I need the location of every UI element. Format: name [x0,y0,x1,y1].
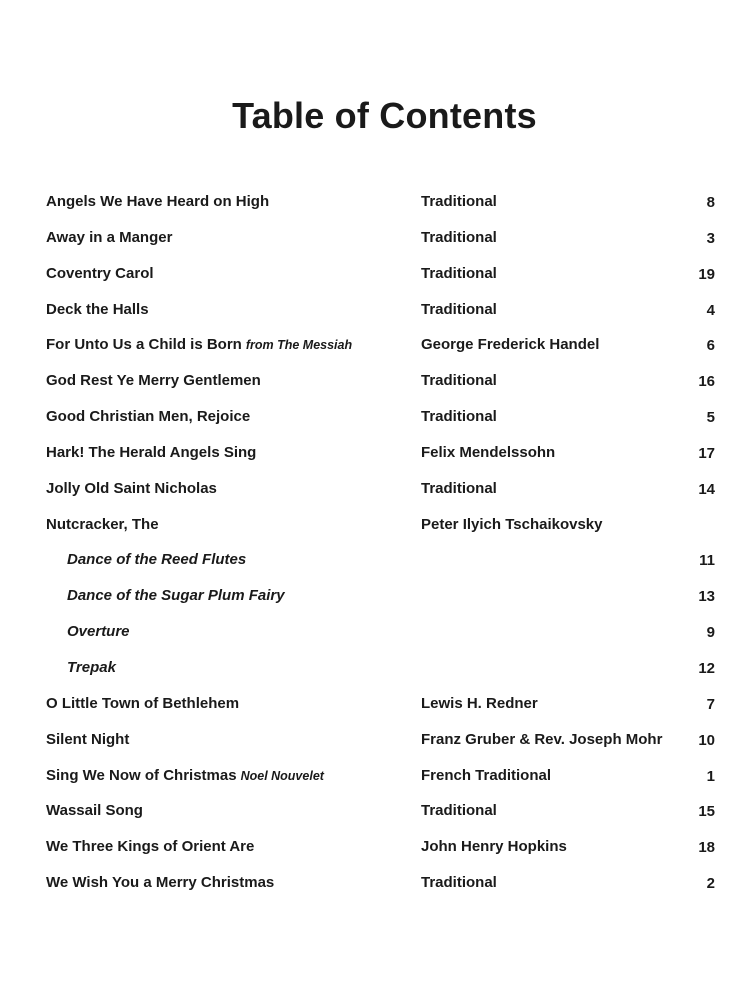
entry-page-number: 16 [698,373,715,391]
entry-page-number: 15 [698,803,715,821]
entry-title-text: Away in a Manger [46,228,173,246]
entry-title [46,292,153,328]
toc-entry [0,399,739,435]
entry-title [46,435,260,471]
entry-composer: Traditional [421,479,497,497]
entry-title-text: Coventry Carol [46,264,154,282]
entry-title [46,865,278,901]
toc-entry [0,578,739,614]
entry-composer: Felix Mendelssohn [421,443,556,461]
entry-page-number: 2 [706,875,715,893]
entry-composer: Traditional [421,193,497,210]
toc-entry [0,471,739,507]
entry-page-number: 11 [699,552,715,570]
entry-note: Noel Nouvelet [240,768,324,783]
entry-composer: Traditional [421,228,497,246]
entry-page-number: 17 [698,444,715,462]
entry-composer: Traditional [421,300,497,318]
entry-title [67,614,134,650]
entry-title [46,758,324,794]
entry-title [46,507,163,543]
entry-title-text: Good Christian Men, Rejoice [46,408,251,426]
entry-composer: John Henry Hopkins [421,838,567,856]
entry-title [46,793,147,829]
page-title: Table of Contents [232,95,537,136]
entry-title-text: We Three Kings of Orient Are [46,838,255,856]
entry-title [46,327,352,363]
toc-list [0,184,739,901]
entry-page-number: 3 [706,229,715,247]
toc-entry [0,327,739,363]
toc-entry [0,722,739,758]
entry-page-number: 12 [698,659,715,677]
entry-title-text: Dance of the Reed Flutes [67,551,247,569]
entry-page-number: 18 [698,839,715,857]
entry-title [46,256,158,292]
toc-entry [0,650,739,686]
entry-composer: Franz Gruber & Rev. Joseph Mohr [421,730,663,748]
entry-title [67,578,289,614]
entry-page-number: 6 [706,337,715,355]
toc-entry [0,292,739,328]
entry-title-text: God Rest Ye Merry Gentlemen [46,372,261,390]
toc-entry [0,793,739,829]
entry-title-text: O Little Town of Bethlehem [46,694,240,712]
entry-title [67,542,250,578]
entry-page-number: 9 [706,624,715,642]
entry-page-number: 13 [698,588,715,606]
entry-title [46,686,243,722]
entry-title-text: Angels We Have Heard on High [46,193,270,210]
toc-entry [0,256,739,292]
toc-entry [0,686,739,722]
entry-title [46,184,273,220]
entry-title-text: Jolly Old Saint Nicholas [46,479,217,497]
entry-page-number: 8 [706,194,715,211]
toc-entry [0,829,739,865]
entry-title-text: We Wish You a Merry Christmas [46,874,275,892]
entry-composer: Traditional [421,408,497,426]
entry-title-text: Hark! The Herald Angels Sing [46,443,257,461]
entry-page-number: 7 [706,695,715,713]
entry-title-text: Deck the Halls [46,300,149,318]
toc-entry [0,220,739,256]
entry-composer: George Frederick Handel [421,336,600,354]
entry-composer: Traditional [421,874,497,892]
entry-composer: French Traditional [421,766,552,784]
entry-title-text: Silent Night [46,730,130,748]
toc-entry [0,542,739,578]
entry-title [46,722,133,758]
toc-entry [0,184,739,220]
entry-page-number: 14 [698,480,715,498]
toc-entry [0,507,739,543]
entry-page-number: 19 [698,265,715,283]
entry-title [46,220,176,256]
entry-title-text: Trepak [67,658,116,676]
toc-entry [0,758,739,794]
entry-title-text: For Unto Us a Child is Born [46,336,242,354]
entry-title-text: Sing We Now of Christmas [46,766,237,784]
entry-composer: Peter Ilyich Tschaikovsky [421,515,603,533]
entry-title-text: Nutcracker, The [46,515,159,533]
entry-title [67,650,120,686]
entry-title-text: Overture [67,623,130,641]
toc-entry [0,865,739,901]
entry-composer: Traditional [421,264,497,282]
toc-entry [0,363,739,399]
entry-note: from The Messiah [245,338,353,353]
entry-composer: Traditional [421,372,497,390]
entry-title [46,399,254,435]
entry-page-number: 4 [706,301,715,319]
entry-title [46,363,265,399]
entry-composer: Traditional [421,802,497,820]
entry-title-text: Wassail Song [46,802,143,820]
entry-title-text: Dance of the Sugar Plum Fairy [67,587,285,605]
entry-page-number: 10 [698,731,715,749]
entry-page-number: 5 [706,409,715,427]
toc-entry [0,614,739,650]
entry-page-number: 1 [706,767,715,785]
toc-entry [0,435,739,471]
entry-title [46,471,221,507]
entry-title [46,829,258,865]
entry-composer: Lewis H. Redner [421,694,538,712]
